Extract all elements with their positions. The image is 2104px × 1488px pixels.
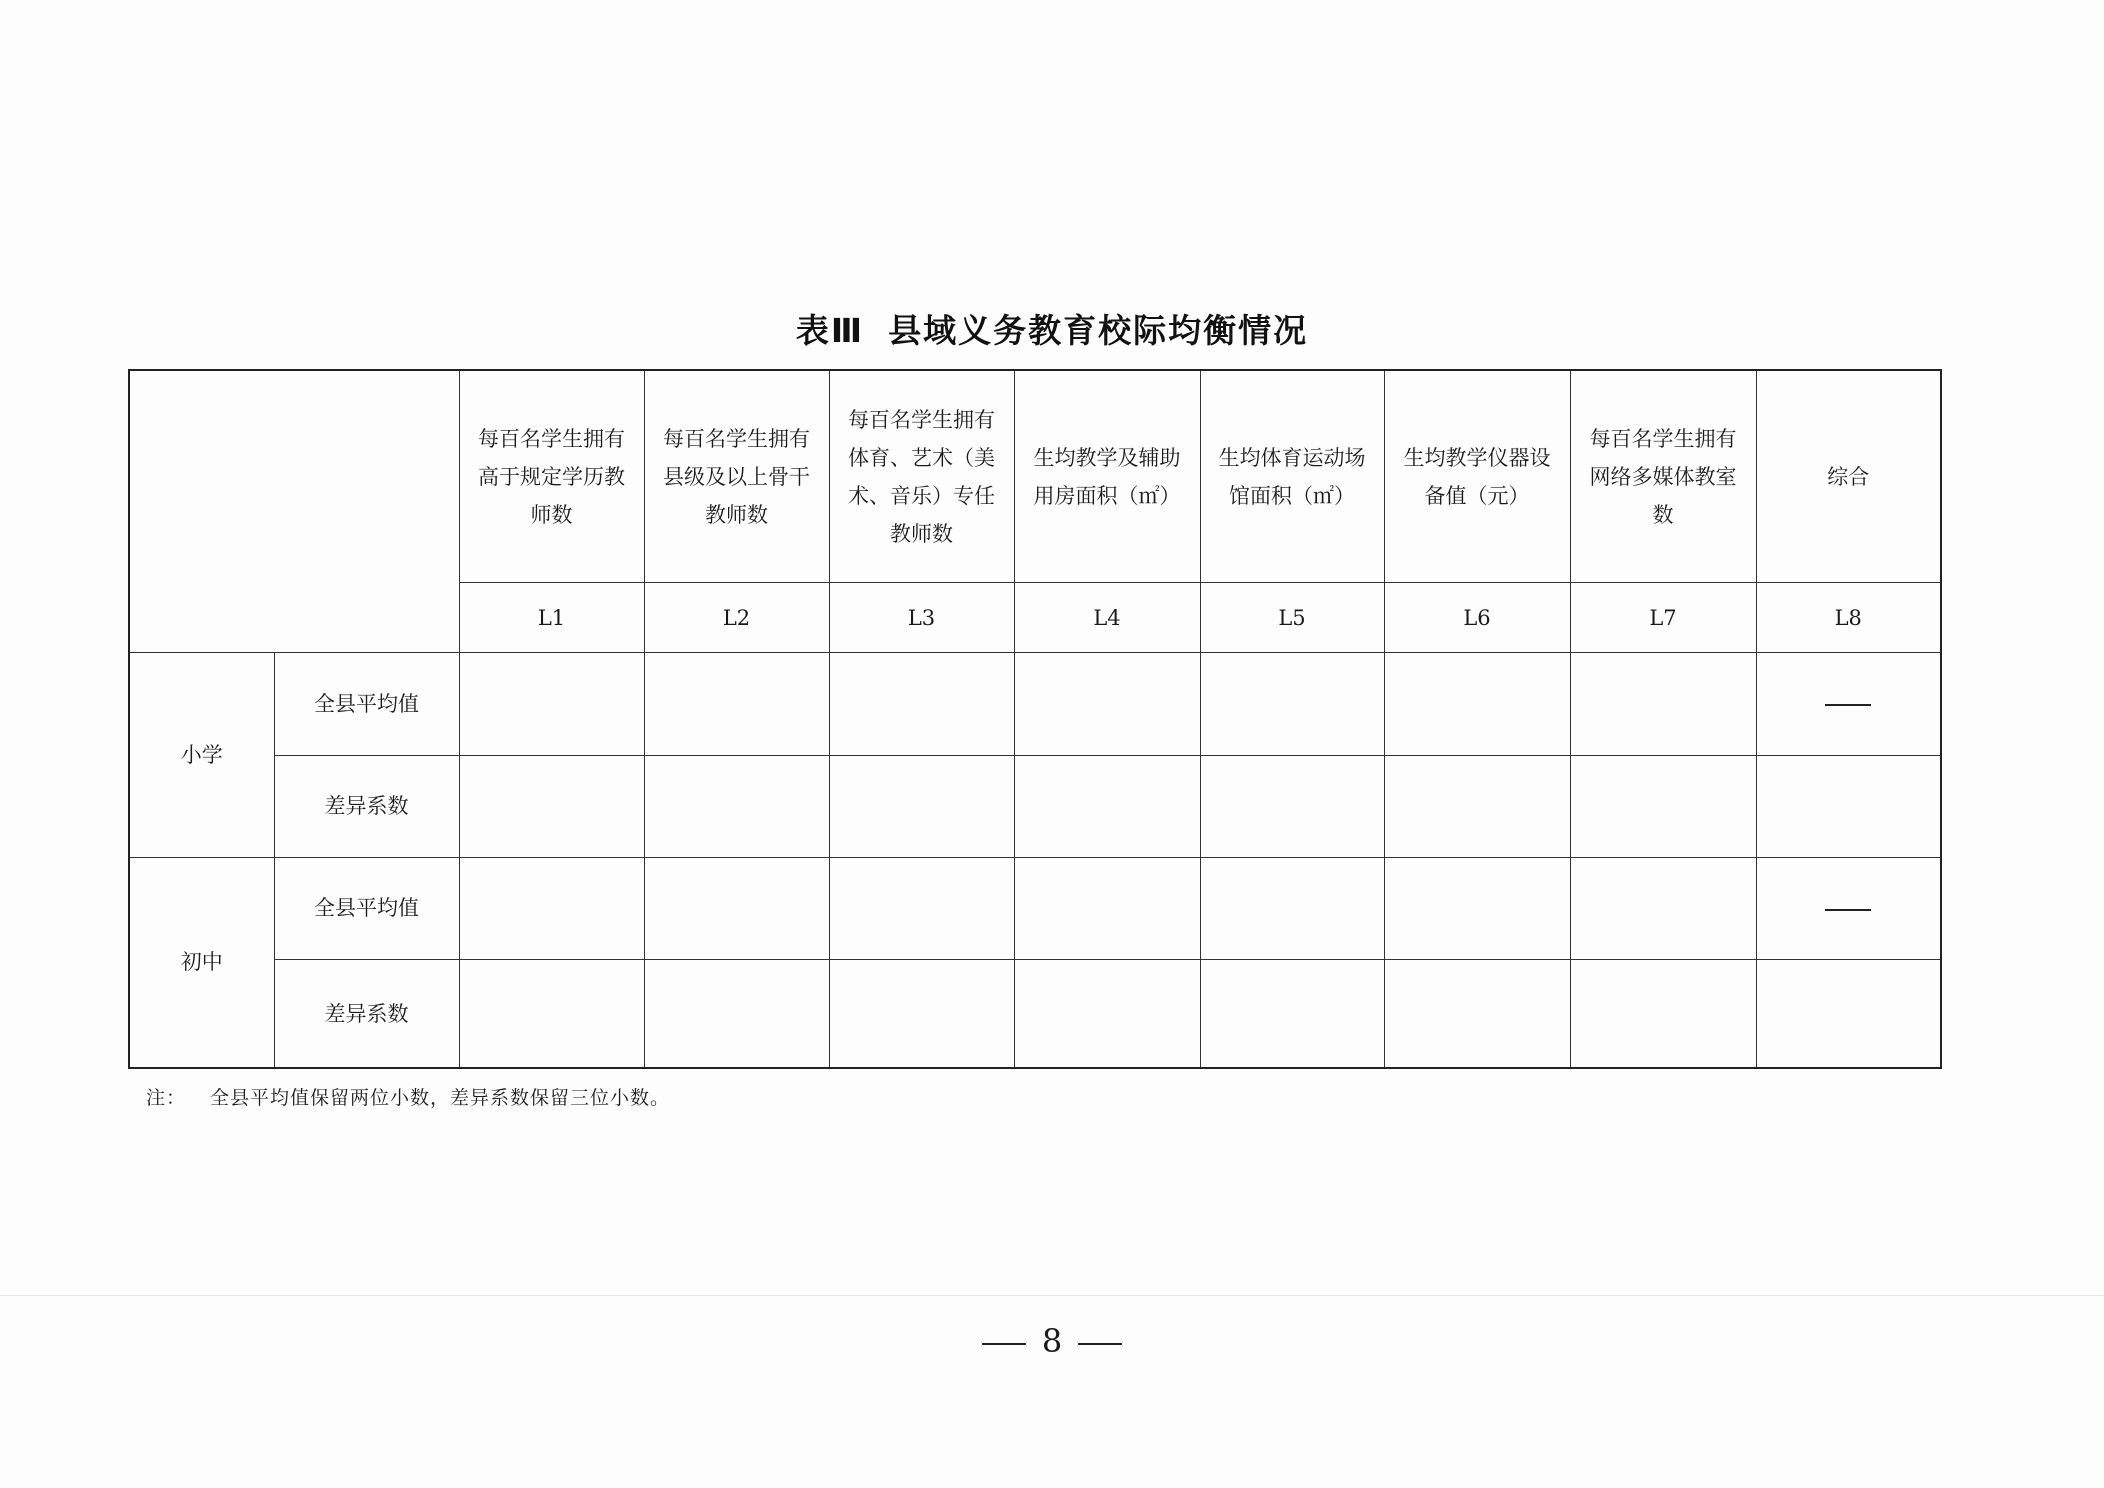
value-cell [1570,960,1756,1068]
value-cell-na [1756,857,1941,959]
value-cell [644,960,829,1068]
value-cell [1200,960,1384,1068]
column-code-l8: L8 [1756,583,1941,653]
value-cell [1014,857,1200,959]
column-header-l7: 每百名学生拥有网络多媒体教室数 [1570,370,1756,583]
value-cell [1014,960,1200,1068]
value-cell [644,755,829,857]
metric-label-coefficient: 差异系数 [274,960,459,1068]
metric-label-average: 全县平均值 [274,857,459,959]
value-cell-na [1756,653,1941,755]
value-cell [829,960,1014,1068]
value-cell [1570,857,1756,959]
value-cell [1014,653,1200,755]
column-header-l4: 生均教学及辅助用房面积（㎡） [1014,370,1200,583]
note-text: 全县平均值保留两位小数，差异系数保留三位小数。 [210,1087,671,1109]
value-cell [1014,755,1200,857]
table-title-main: 县域义务教育校际均衡情况 [888,311,1309,350]
column-header-l8: 综合 [1756,370,1941,583]
column-header-l6: 生均教学仪器设备值（元） [1384,370,1570,583]
section-label-primary: 小学 [129,653,274,858]
table-row [129,960,1941,1068]
value-cell [459,857,644,959]
table-title [0,305,2104,352]
value-cell [829,755,1014,857]
value-cell [829,653,1014,755]
page-divider [0,1295,2104,1296]
table-row [129,653,1941,755]
page-number [0,1322,2104,1360]
value-cell [459,653,644,755]
metric-label-average: 全县平均值 [274,653,459,755]
section-label-junior: 初中 [129,857,274,1068]
column-code-l2: L2 [644,583,829,653]
value-cell [644,653,829,755]
column-header-l5: 生均体育运动场馆面积（㎡） [1200,370,1384,583]
value-cell [1384,653,1570,755]
value-cell [1570,755,1756,857]
column-header-l2: 每百名学生拥有县级及以上骨干教师数 [644,370,829,583]
page-number-dash-left [982,1343,1026,1345]
value-cell [1200,755,1384,857]
table-row [129,857,1941,959]
table-note [146,1083,670,1110]
header-row [129,370,1941,583]
page-number-dash-right [1078,1343,1122,1345]
page-number-value: 8 [1041,1322,1063,1360]
column-code-l7: L7 [1570,583,1756,653]
note-label: 注： [146,1087,187,1109]
dash-mark [1825,704,1871,706]
value-cell [829,857,1014,959]
value-cell [1384,755,1570,857]
metric-label-coefficient: 差异系数 [274,755,459,857]
column-code-l3: L3 [829,583,1014,653]
value-cell [459,960,644,1068]
column-code-l5: L5 [1200,583,1384,653]
column-header-l1: 每百名学生拥有高于规定学历教师数 [459,370,644,583]
value-cell [1756,960,1941,1068]
table-title-prefix: 表Ⅲ [795,311,865,350]
corner-cell [129,370,459,653]
value-cell [1384,857,1570,959]
column-code-l6: L6 [1384,583,1570,653]
value-cell [459,755,644,857]
table-row [129,755,1941,857]
balance-table [128,369,1942,1069]
column-header-l3: 每百名学生拥有体育、艺术（美术、音乐）专任教师数 [829,370,1014,583]
value-cell [644,857,829,959]
dash-mark [1825,909,1871,911]
value-cell [1756,755,1941,857]
value-cell [1200,653,1384,755]
value-cell [1200,857,1384,959]
value-cell [1570,653,1756,755]
column-code-l1: L1 [459,583,644,653]
value-cell [1384,960,1570,1068]
column-code-l4: L4 [1014,583,1200,653]
